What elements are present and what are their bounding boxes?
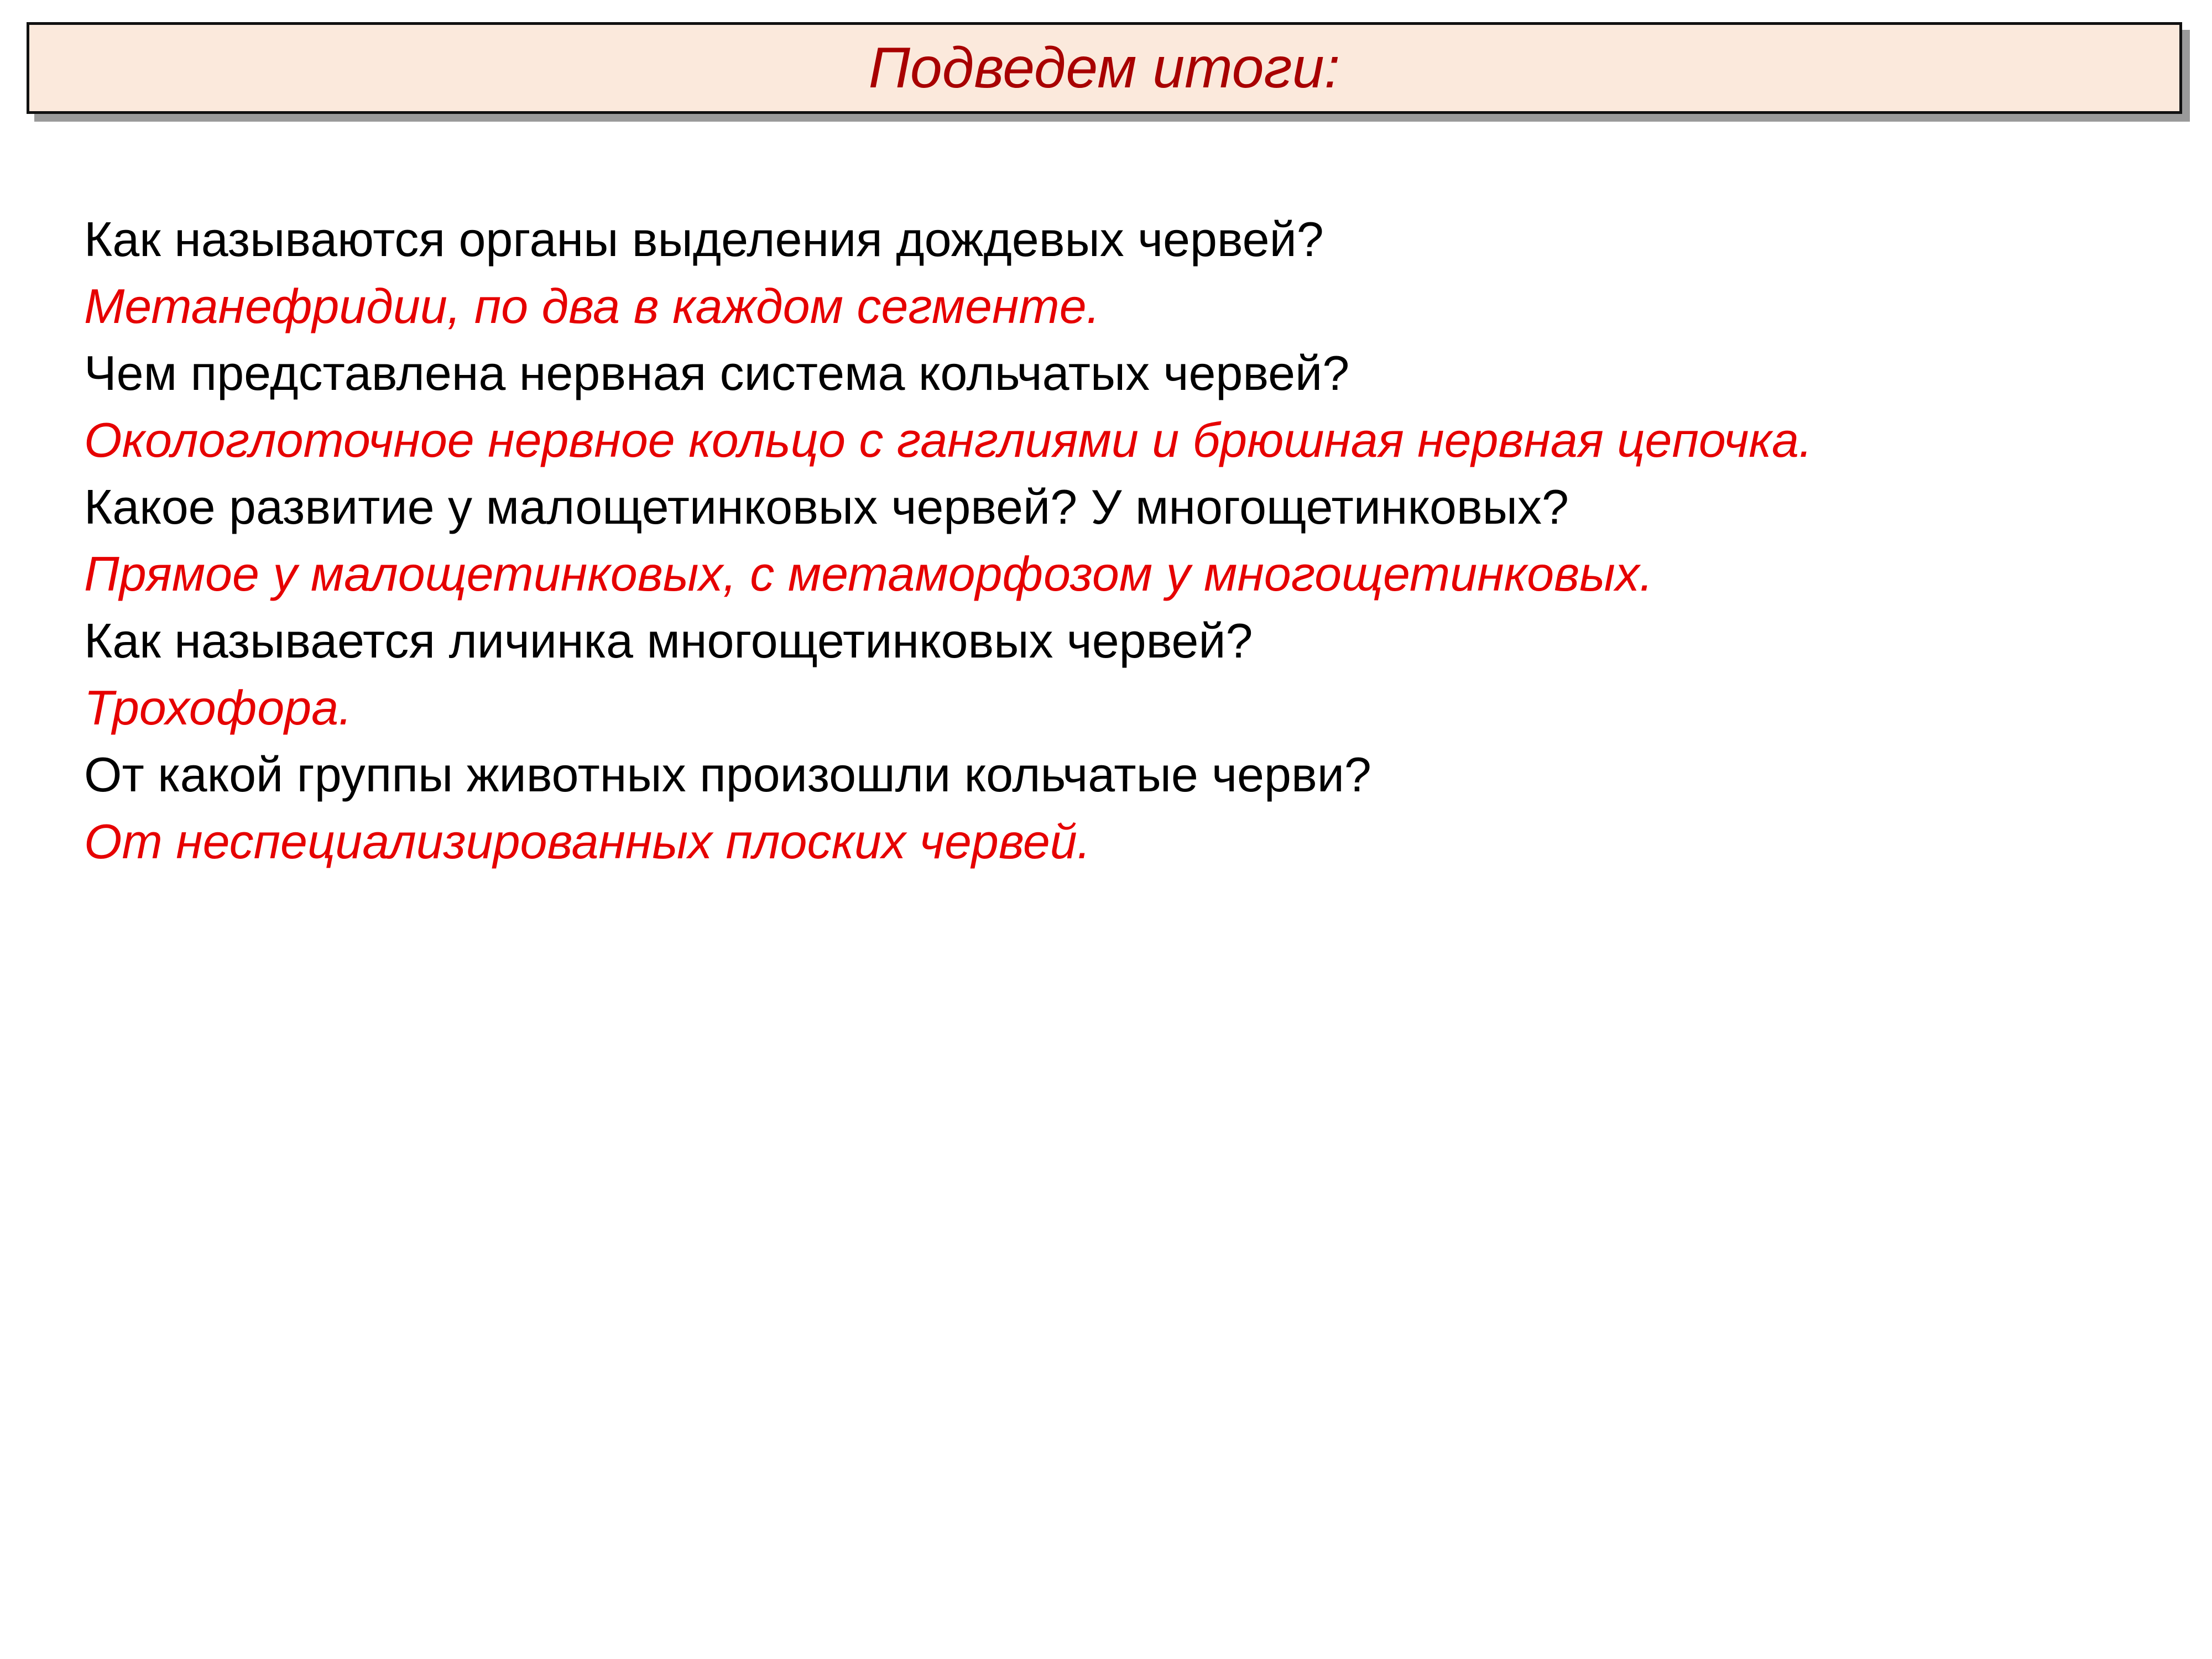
answer-1: Метанефридии, по два в каждом сегменте. <box>84 279 1100 333</box>
answer-2: Окологлоточное нервное кольцо с ганглиями и брюшная нервная цепочка. <box>84 413 1813 467</box>
question-2: Чем представлена нервная система кольчатых червей? <box>84 346 1350 400</box>
question-5: От какой группы животных произошли кольчатые черви? <box>84 747 1371 802</box>
answer-3: Прямое у малощетинковых, с метаморфозом у многощетинковых. <box>84 546 1653 601</box>
answer-4: Трохофора. <box>84 680 352 735</box>
answer-5: От неспециализированных плоских червей. <box>84 814 1091 869</box>
slide-title: Подведем итоги: <box>868 36 1340 100</box>
qa-list <box>84 206 2163 875</box>
question-4: Как называется личинка многощетинковых червей? <box>84 613 1253 668</box>
question-1: Как называются органы выделения дождевых червей? <box>84 212 1324 267</box>
question-3: Какое развитие у малощетинковых червей? У многощетинковых? <box>84 479 1569 534</box>
title-banner <box>27 22 2182 114</box>
